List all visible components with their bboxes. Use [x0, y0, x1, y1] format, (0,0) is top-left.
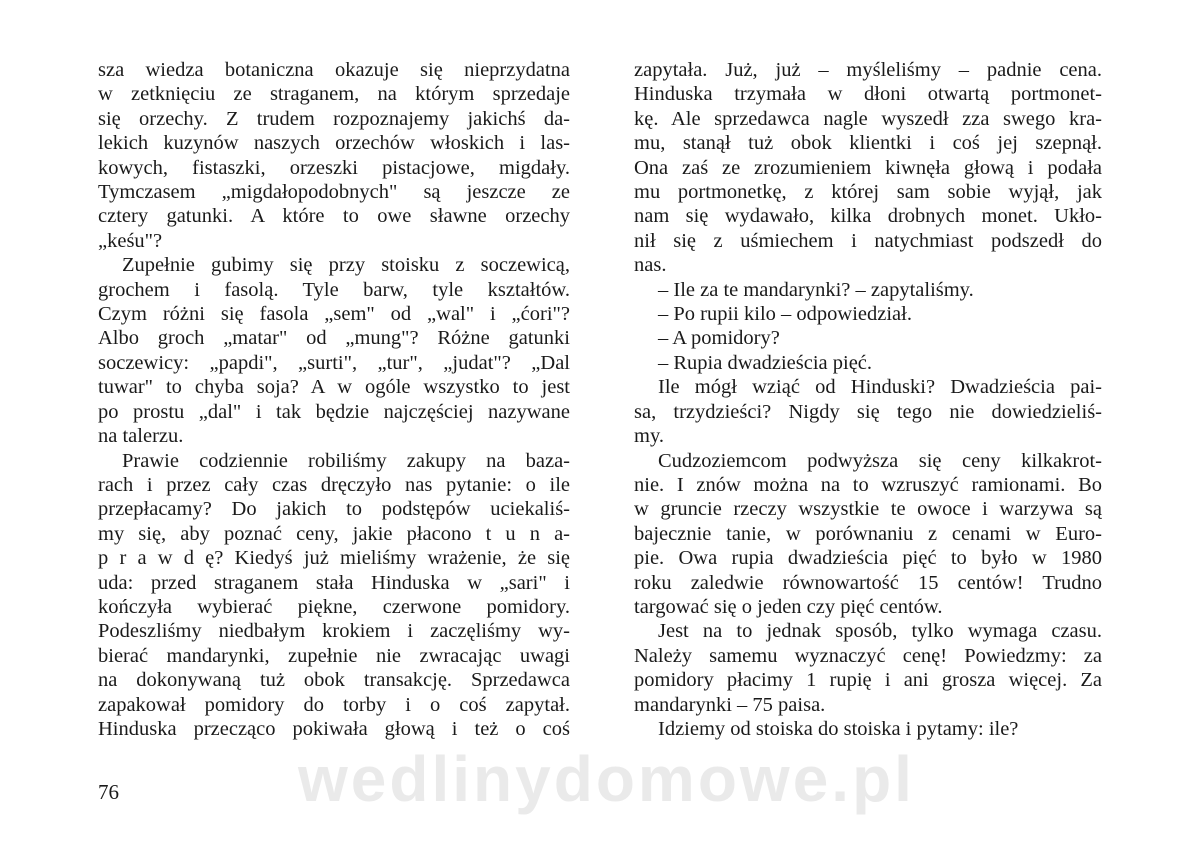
text-line: bierać mandarynki, zupełnie nie zwracając uwagi	[98, 644, 570, 667]
text-line: – Rupia dwadzieścia pięć.	[658, 351, 873, 374]
text-line: soczewicy: „papdi", „surti", „tur", „judat"? „Dal	[98, 351, 570, 374]
text-line: uda: przed straganem stała Hinduska w „sari" i	[98, 571, 570, 594]
text-line: Ona zaś ze zrozumieniem kiwnęła głową i podała	[634, 156, 1102, 179]
text-line: zapytała. Już, już – myśleliśmy – padnie cena.	[634, 59, 1102, 81]
text-line: mandarynki – 75 paisa.	[634, 693, 826, 716]
text-line: p r a w d ę? Kiedyś już mieliśmy wrażenie, że się	[98, 547, 570, 570]
text-line: nam się wydawało, kilka drobnych monet. Ukło-	[634, 205, 1102, 228]
text-line: Hinduska trzymała w dłoni otwartą portmonet-	[634, 83, 1102, 106]
text-line: Tymczasem „migdałopodobnych" są jeszcze ze	[98, 181, 570, 204]
text-line: po prostu „dal" i tak będzie najczęściej nazywane	[98, 400, 570, 423]
text-line: – Ile za te mandarynki? – zapytaliśmy.	[658, 278, 974, 301]
text-line: Albo groch „matar" od „mung"? Różne gatunki	[98, 327, 570, 350]
text-line: pomidory płacimy 1 rupię i ani grosza więcej. Za	[634, 669, 1102, 692]
text-line: Hinduska przecząco pokiwała głową i też o coś	[98, 717, 570, 740]
text-line: Podeszliśmy niedbałym krokiem i zaczęliśmy wy-	[98, 620, 570, 643]
text-line: rach i przez cały czas dręczyło nas pytanie: o ile	[98, 473, 570, 496]
watermark: wedlinydomowe.pl	[298, 743, 915, 815]
text-line: lekich kuzynów naszych orzechów włoskich i las-	[98, 132, 570, 155]
text-line: nas.	[634, 254, 667, 277]
text-line: „keśu"?	[98, 229, 163, 252]
text-line: roku zaledwie równowartość 15 centów! Trudno	[634, 571, 1102, 594]
text-line: grochem i fasolą. Tyle barw, tyle kształtów.	[98, 278, 570, 301]
left-text-column	[98, 58, 570, 741]
text-line: my się, aby poznać ceny, jakie płacono t u n a-	[98, 522, 570, 545]
text-line: Należy samemu wyznaczyć cenę! Powiedzmy: za	[634, 644, 1102, 667]
text-line: zapakował pomidory do torby i o coś zapytał.	[98, 693, 570, 716]
text-line: kończyła wybierać piękne, czerwone pomidory.	[98, 595, 570, 618]
text-line: nił się z uśmiechem i natychmiast podszedł do	[634, 229, 1102, 252]
text-line: na dokonywaną tuż obok transakcję. Sprzedawca	[98, 669, 570, 692]
text-line: sa, trzydzieści? Nigdy się tego nie dowiedzieliś-	[634, 400, 1102, 423]
text-line: Prawie codziennie robiliśmy zakupy na baza-	[122, 449, 570, 472]
text-line: nie. I znów można na to wzruszyć ramionami. Bo	[634, 473, 1102, 496]
text-line: mu, stanął tuż obok klientki i coś jej szepnął.	[634, 132, 1102, 155]
right-text-column	[634, 58, 1102, 741]
text-line: Zupełnie gubimy się przy stoisku z soczewicą,	[122, 254, 570, 277]
text-line: targować się o jeden czy pięć centów.	[634, 595, 943, 618]
text-line: – A pomidory?	[658, 327, 780, 350]
text-line: pie. Owa rupia dwadzieścia pięć to było w 1980	[634, 547, 1102, 570]
page-number: 76	[98, 780, 119, 804]
text-line: przepłacamy? Do jakich to podstępów uciekaliś-	[98, 498, 570, 521]
text-line: tuwar" to chyba soja? A w ogóle wszystko to jest	[98, 376, 570, 399]
text-line: na talerzu.	[98, 425, 184, 448]
text-line: Ile mógł wziąć od Hinduski? Dwadzieścia pai-	[658, 376, 1102, 399]
text-line: Czym różni się fasola „sem" od „wal" i „ćori"?	[98, 303, 570, 326]
text-line: bajecznie tanie, w porównaniu z cenami w Euro-	[634, 522, 1102, 545]
text-line: kowych, fistaszki, orzeszki pistacjowe, migdały.	[98, 156, 570, 179]
text-line: mu portmonetkę, z której sam sobie wyjął, jak	[634, 181, 1102, 204]
text-line: kę. Ale sprzedawca nagle wyszedł zza swego kra-	[634, 107, 1102, 130]
text-line: Jest na to jednak sposób, tylko wymaga czasu.	[658, 620, 1102, 643]
text-line: w gruncie rzeczy wszystkie te owoce i warzywa są	[634, 498, 1102, 521]
text-line: – Po rupii kilo – odpowiedział.	[658, 303, 912, 326]
text-line: Idziemy od stoiska do stoiska i pytamy: ile?	[658, 717, 1019, 740]
text-line: się orzechy. Z trudem rozpoznajemy jakichś da-	[98, 107, 570, 130]
text-line: sza wiedza botaniczna okazuje się nieprzydatna	[98, 59, 570, 81]
text-line: Cudzoziemcom podwyższa się ceny kilkakrot-	[658, 449, 1102, 472]
text-line: my.	[634, 425, 664, 448]
text-line: w zetknięciu ze straganem, na którym sprzedaje	[98, 83, 570, 106]
text-line: cztery gatunki. A które to owe sławne orzechy	[98, 205, 570, 228]
